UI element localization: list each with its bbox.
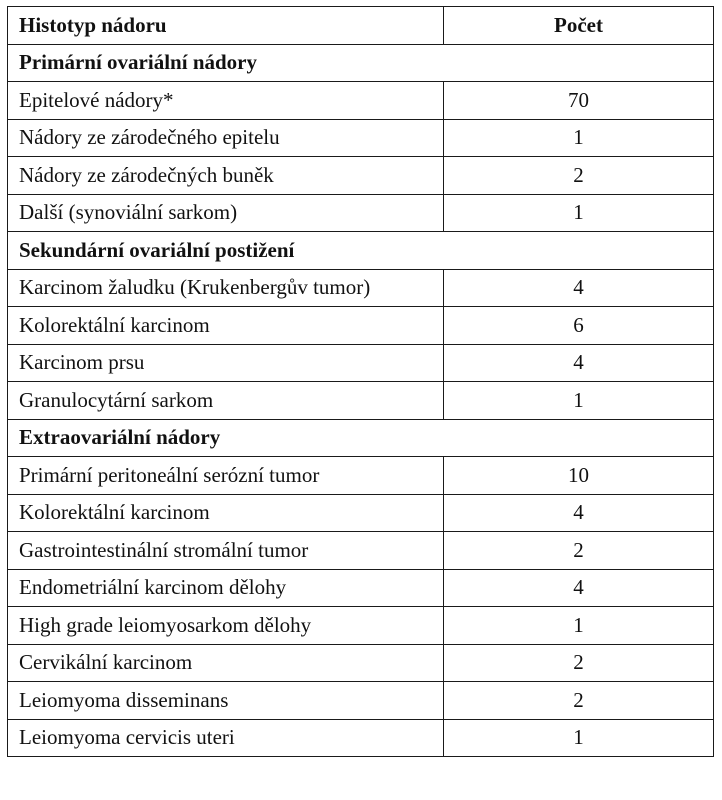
- histotype-cell: Kolorektální karcinom: [8, 494, 444, 532]
- table-row: [8, 382, 714, 420]
- section-title: Primární ovariální nádory: [8, 44, 714, 82]
- table-row: [8, 119, 714, 157]
- histotype-cell: Nádory ze zárodečného epitelu: [8, 119, 444, 157]
- histotype-cell: Leiomyoma cervicis uteri: [8, 719, 444, 757]
- table-row: [8, 457, 714, 495]
- table-row: [8, 532, 714, 570]
- table-header: [8, 7, 714, 45]
- count-cell: 2: [444, 682, 714, 720]
- tumor-histotype-table: [7, 6, 714, 757]
- count-cell: 1: [444, 719, 714, 757]
- table-row: [8, 682, 714, 720]
- count-cell: 4: [444, 569, 714, 607]
- count-cell: 1: [444, 382, 714, 420]
- section-title: Sekundární ovariální postižení: [8, 232, 714, 270]
- header-count: Počet: [444, 7, 714, 45]
- histotype-cell: Primární peritoneální serózní tumor: [8, 457, 444, 495]
- histotype-cell: Cervikální karcinom: [8, 644, 444, 682]
- histotype-cell: Gastrointestinální stromální tumor: [8, 532, 444, 570]
- table-row: [8, 307, 714, 345]
- count-cell: 4: [444, 494, 714, 532]
- count-cell: 70: [444, 82, 714, 120]
- histotype-cell: Granulocytární sarkom: [8, 382, 444, 420]
- count-cell: 2: [444, 644, 714, 682]
- histotype-cell: Další (synoviální sarkom): [8, 194, 444, 232]
- header-row: [8, 7, 714, 45]
- table-row: [8, 494, 714, 532]
- table-row: [8, 607, 714, 645]
- count-cell: 4: [444, 269, 714, 307]
- count-cell: 1: [444, 119, 714, 157]
- count-cell: 1: [444, 194, 714, 232]
- table-row: [8, 569, 714, 607]
- count-cell: 10: [444, 457, 714, 495]
- histotype-cell: Kolorektální karcinom: [8, 307, 444, 345]
- histotype-cell: High grade leiomyosarkom dělohy: [8, 607, 444, 645]
- count-cell: 1: [444, 607, 714, 645]
- histotype-cell: Leiomyoma disseminans: [8, 682, 444, 720]
- table-row: [8, 344, 714, 382]
- count-cell: 2: [444, 157, 714, 195]
- count-cell: 4: [444, 344, 714, 382]
- table-row: [8, 719, 714, 757]
- section-title: Extraovariální nádory: [8, 419, 714, 457]
- section-row: [8, 44, 714, 82]
- table-body: [8, 44, 714, 757]
- header-histotype: Histotyp nádoru: [8, 7, 444, 45]
- table-row: [8, 269, 714, 307]
- count-cell: 2: [444, 532, 714, 570]
- histotype-cell: Epitelové nádory*: [8, 82, 444, 120]
- table-row: [8, 82, 714, 120]
- table-row: [8, 194, 714, 232]
- histotype-cell: Karcinom prsu: [8, 344, 444, 382]
- section-row: [8, 419, 714, 457]
- histotype-cell: Karcinom žaludku (Krukenbergův tumor): [8, 269, 444, 307]
- histotype-cell: Endometriální karcinom dělohy: [8, 569, 444, 607]
- table-row: [8, 157, 714, 195]
- histotype-cell: Nádory ze zárodečných buněk: [8, 157, 444, 195]
- table-row: [8, 644, 714, 682]
- count-cell: 6: [444, 307, 714, 345]
- section-row: [8, 232, 714, 270]
